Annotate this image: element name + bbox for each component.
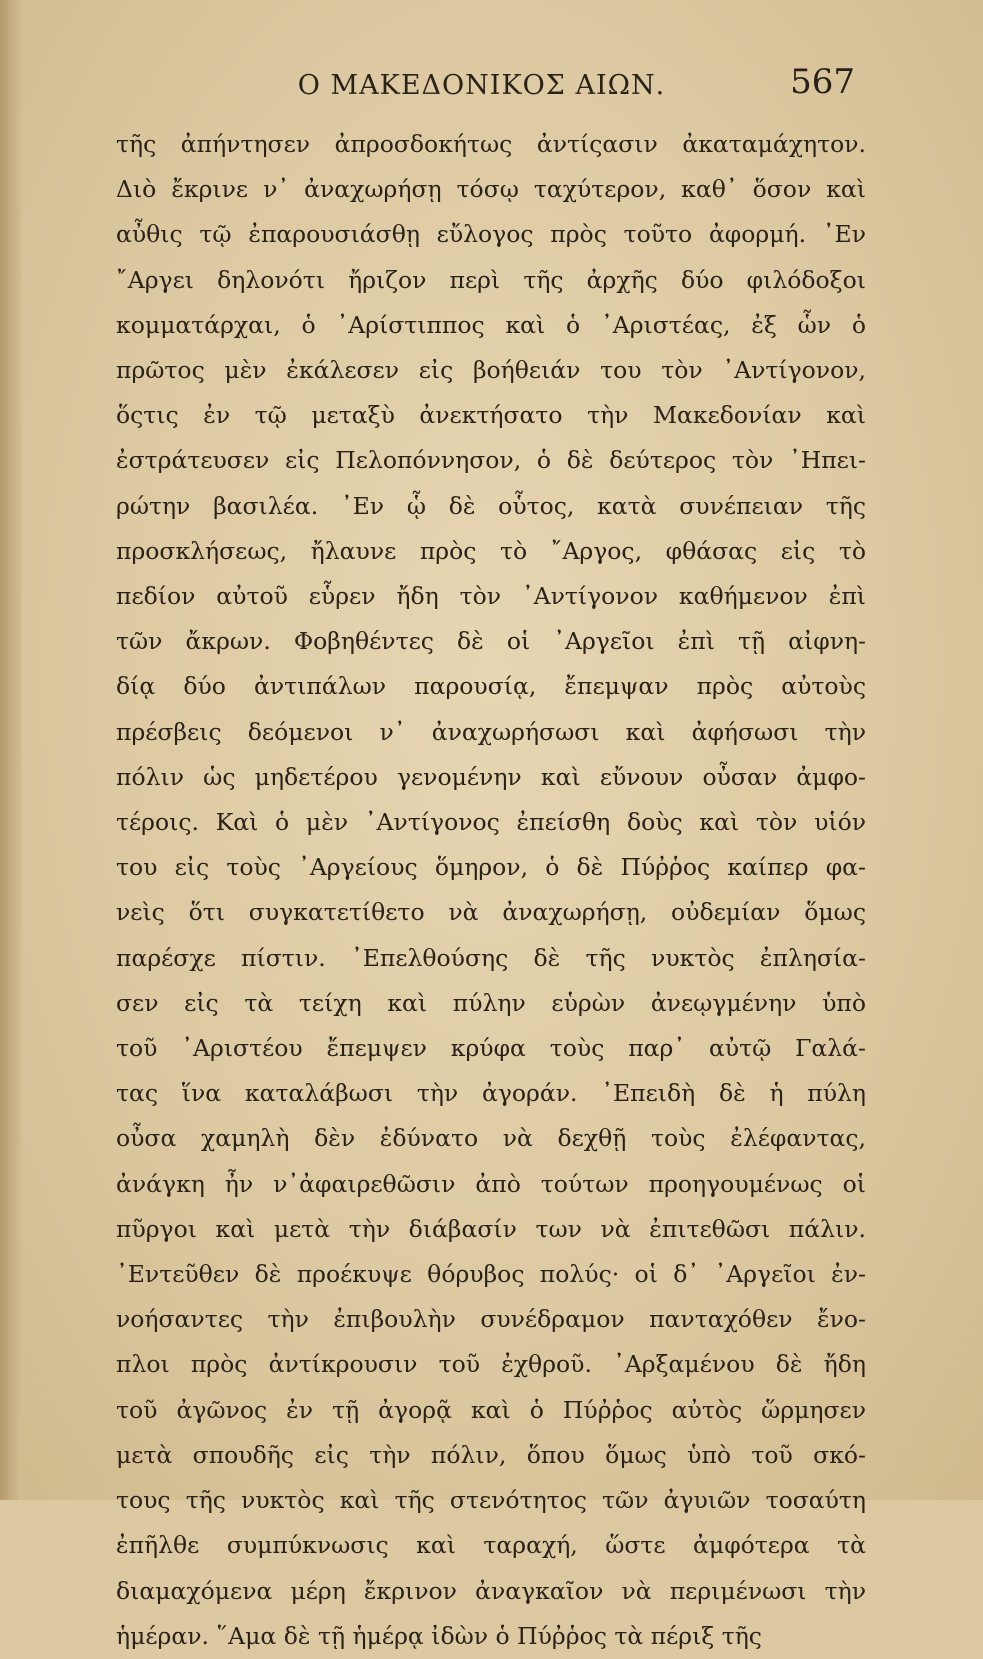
running-title: Ο ΜΑΚΕΔΟΝΙΚΟΣ ΑΙΩΝ. <box>297 70 666 101</box>
text-line: σεν εἰς τὰ τείχη καὶ πύλην εὑρὼν ἀνεῳγμένην ὑπὸ <box>116 988 866 1017</box>
text-line: κομματάρχαι, ὁ ᾿Αρίστιππος καὶ ὁ ᾿Αριστέας, ἐξ ὧν ὁ <box>116 310 866 339</box>
text-line: οὖσα χαμηλὴ δὲν ἐδύνατο νὰ δεχθῇ τοὺς ἐλέφαντας, <box>116 1124 866 1153</box>
text-line: παρέσχε πίστιν. ᾿Επελθούσης δὲ τῆς νυκτὸς ἐπλησία- <box>116 943 866 972</box>
text-line: πεδίον αὐτοῦ εὗρεν ἤδη τὸν ᾿Αντίγονον καθήμενον ἐπὶ <box>116 582 866 611</box>
text-line: τῆς ἀπήντησεν ἀπροσδοκήτως ἀντίςασιν ἀκαταμάχητον. <box>116 130 866 158</box>
text-line: πόλιν ὡς μηδετέρου γενομένην καὶ εὔνουν οὖσαν ἀμφο- <box>116 762 866 791</box>
text-line: ἀνάγκη ἦν ν᾿ἀφαιρεθῶσιν ἀπὸ τούτων προηγουμένως οἱ <box>116 1169 866 1198</box>
text-line: τέροις. Καὶ ὁ μὲν ᾿Αντίγονος ἐπείσθη δοὺς καὶ τὸν υἱόν <box>116 808 866 837</box>
text-line: προσκλήσεως, ἤλαυνε πρὸς τὸ ῎Αργος, φθάσας εἰς τὸ <box>116 536 866 565</box>
text-line: του εἰς τοὺς ᾿Αργείους ὅμηρον, ὁ δὲ Πύῤῥος καίπερ φα- <box>116 853 866 882</box>
text-line: πρῶτος μὲν ἐκάλεσεν εἰς βοήθειάν του τὸν ᾿Αντίγονον, <box>116 356 866 385</box>
text-line: ἡμέραν. ῞Αμα δὲ τῇ ἡμέρᾳ ἰδὼν ὁ Πύῤῥος τὰ πέριξ τῆς <box>116 1621 762 1650</box>
text-line: πῦργοι καὶ μετὰ τὴν διάβασίν των νὰ ἐπιτεθῶσι πάλιν. <box>116 1214 866 1243</box>
text-line: αὖθις τῷ ἐπαρουσιάσθῃ εὔλογος πρὸς τοῦτο ἀφορμή. ᾿Εν <box>116 220 866 249</box>
page-number: 567 <box>790 62 855 102</box>
text-line: ᾿Εντεῦθεν δὲ προέκυψε θόρυβος πολύς· οἱ δ᾿ ᾿Αργεῖοι ἐν- <box>116 1260 866 1289</box>
text-line: τας ἵνα καταλάβωσι τὴν ἀγοράν. ᾿Επειδὴ δὲ ἡ πύλη <box>116 1079 866 1108</box>
text-line: νοήσαντες τὴν ἐπιβουλὴν συνέδραμον πανταχόθεν ἔνο- <box>116 1305 866 1334</box>
text-line: πρέσβεις δεόμενοι ν᾿ ἀναχωρήσωσι καὶ ἀφήσωσι τὴν <box>116 717 866 746</box>
text-line: τοῦ ᾿Αριστέου ἔπεμψεν κρύφα τοὺς παρ᾿ αὐτῷ Γαλά- <box>116 1034 866 1063</box>
body-text <box>116 122 866 1659</box>
text-line: νεὶς ὅτι συγκατετίθετο νὰ ἀναχωρήσῃ, οὐδεμίαν ὅμως <box>116 898 866 927</box>
text-line: τοῦ ἀγῶνος ἐν τῇ ἀγορᾷ καὶ ὁ Πύῤῥος αὐτὸς ὥρμησεν <box>116 1395 866 1424</box>
text-line: ἐστράτευσεν εἰς Πελοπόννησον, ὁ δὲ δεύτερος τὸν ᾿Ηπει- <box>116 446 866 475</box>
page-header <box>108 62 855 106</box>
text-line: ῎Αργει δηλονότι ἤριζον περὶ τῆς ἀρχῆς δύο φιλόδοξοι <box>116 265 866 294</box>
text-line: διαμαχόμενα μέρη ἔκρινον ἀναγκαῖον νὰ περιμένωσι τὴν <box>116 1576 866 1605</box>
page-spine-shadow <box>0 0 22 1500</box>
text-line: μετὰ σπουδῆς εἰς τὴν πόλιν, ὅπου ὅμως ὑπὸ τοῦ σκό- <box>116 1440 866 1469</box>
text-line: πλοι πρὸς ἀντίκρουσιν τοῦ ἐχθροῦ. ᾿Αρξαμένου δὲ ἤδη <box>116 1350 866 1379</box>
text-line: δίᾳ δύο ἀντιπάλων παρουσίᾳ, ἔπεμψαν πρὸς αὐτοὺς <box>116 672 866 701</box>
text-line: Διὸ ἔκρινε ν᾿ ἀναχωρήσῃ τόσῳ ταχύτερον, καθ᾿ ὅσον καὶ <box>116 175 866 204</box>
text-line: ρώτην βασιλέα. ᾿Εν ᾧ δὲ οὗτος, κατὰ συνέπειαν τῆς <box>116 491 866 520</box>
text-line: τῶν ἄκρων. Φοβηθέντες δὲ οἱ ᾿Αργεῖοι ἐπὶ τῇ αἰφνη- <box>116 627 866 656</box>
text-line: τους τῆς νυκτὸς καὶ τῆς στενότητος τῶν ἀγυιῶν τοσαύτη <box>116 1486 866 1515</box>
text-line: ὅςτις ἐν τῷ μεταξὺ ἀνεκτήσατο τὴν Μακεδονίαν καὶ <box>116 401 866 430</box>
text-line: ἐπῆλθε συμπύκνωσις καὶ ταραχή, ὥστε ἀμφότερα τὰ <box>116 1531 866 1560</box>
